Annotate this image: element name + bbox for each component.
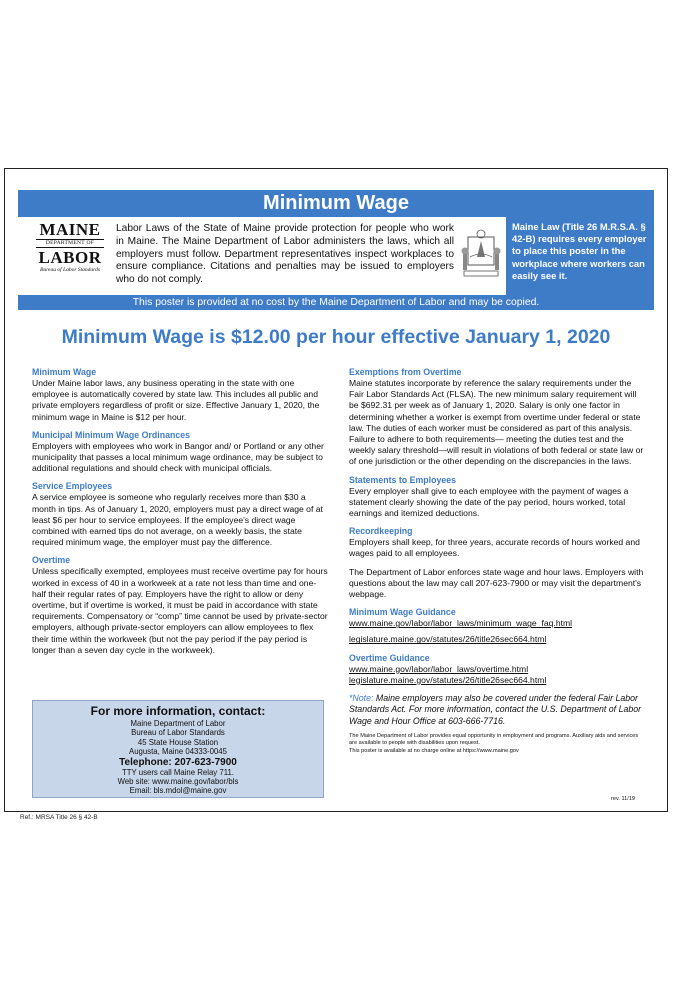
logo-line-2: DEPARTMENT OF	[36, 239, 104, 248]
contact-address-2: Augusta, Maine 04333-0045	[129, 747, 227, 757]
flsa-note	[349, 693, 647, 727]
mw-guidance-link-2[interactable]: legislature.maine.gov/statutes/26/title26sec664.html	[349, 634, 547, 645]
section-title-overtime: Overtime	[32, 555, 71, 566]
section-title-ot-guidance: Overtime Guidance	[349, 652, 430, 663]
note-text: Maine employers may also be covered under the federal Fair Labor Standards Act. For more information, contact the U.S. Department of Labor Wage and Hour Office at 603-666-7716.	[349, 693, 642, 726]
section-title-minimum-wage: Minimum Wage	[32, 367, 97, 377]
section-text-recordkeeping: Employers shall keep, for three years, accurate records of hours worked and wages paid to all employees.	[349, 537, 640, 559]
section-text-overtime: Unless specifically exempted, employees must receive overtime pay for hours worked in excess of 40 in a workweek at a rate not less than time and one-half their regular rates of pay. Employers have the right to allow or deny overtime, but if overtime is worked, it must be paid in accordance with state requirements. Compensatory or “comp” time cannot be used by private-sector employers, although private-sector employers can allow employees to flex their time within the workweek (but not the pay period if the pay period is longer than a seven day cycle in the workweek).	[32, 566, 328, 655]
section-text-municipal: Employers with employees who work in Bangor and/ or Portland or any other municipality that passes a local minimum wage ordinance, may be subject to additional regulations and should check with municipal officials.	[32, 440, 324, 474]
ot-guidance-link-1[interactable]: www.maine.gov/labor/labor_laws/overtime.html	[349, 663, 529, 674]
mw-guidance-links	[349, 618, 647, 645]
section-title-mw-guidance: Minimum Wage Guidance	[349, 607, 456, 618]
section-text-statements: Every employer shall give to each employee with the payment of wages a statement clearly showing the date of the pay period, hours worked, total earnings and itemized deductions.	[349, 485, 629, 519]
intro-text: Labor Laws of the State of Maine provide protection for people who work in Maine. The Maine Department of Labor administers the laws, which all employers must follow. Department representatives inspect workplaces to ensure compliance. Citations and penalties may be issued to employers who do not comply.	[116, 223, 454, 286]
section-text-exemptions: Maine statutes incorporate by reference the salary requirements under the Fair Labor Standards Act (FLSA). The new minimum salary requirement will be $692.31 per week as of January 1, 2020. Salary is only one factor in determining whether a worker is exempt from overtime under federal or state law. The duties of each worker must be considered as part of this analysis. Failure to adhere to both requirements— meeting the duties test and the weekly salary threshold—will result in violations of both federal or state law or of one jurisdiction or the other depending on the discrepancies in the laws.	[349, 378, 644, 467]
contact-bureau: Bureau of Labor Standards	[131, 728, 225, 738]
cost-note-bar: This poster is provided at no cost by the Maine Department of Labor and may be copied.	[18, 295, 654, 310]
section-title-exemptions: Exemptions from Overtime	[349, 367, 462, 377]
reference-label: Ref.: MRSA Title 26 § 42-B	[20, 814, 98, 821]
poster-title: Minimum Wage	[18, 190, 654, 217]
contact-box	[32, 700, 324, 798]
headline: Minimum Wage is $12.00 per hour effective January 1, 2020	[61, 326, 611, 348]
revision-label: rev. 11/19	[611, 796, 636, 802]
equal-opportunity-text: The Maine Department of Labor provides equal opportunity in employment and programs. Auxiliary aids and services are available to people with disabilities upon request.	[349, 732, 639, 747]
right-column	[349, 367, 647, 755]
maine-state-seal-icon	[460, 227, 502, 283]
contact-email: Email: bls.mdol@maine.gov	[129, 786, 227, 796]
header-row	[18, 217, 654, 295]
mw-guidance-link-1[interactable]: www.maine.gov/labor/labor_laws/minimum_wage_faq.html	[349, 618, 573, 629]
section-title-statements: Statements to Employees	[349, 474, 457, 485]
logo-line-4: Bureau of Labor Standards	[40, 267, 100, 273]
contact-title: For more information, contact:	[90, 704, 266, 718]
logo-line-3: LABOR	[38, 248, 102, 267]
contact-org: Maine Department of Labor	[130, 719, 226, 728]
logo-line-1: MAINE	[39, 220, 101, 239]
contact-web: Web site: www.maine.gov/labor/bls	[117, 777, 239, 787]
maine-law-box: Maine Law (Title 26 M.R.S.A. § 42-B) requires every employer to place this poster in the workplace where workers can easily see it.	[506, 217, 654, 295]
maine-dol-logo	[32, 221, 108, 274]
enforcement-text: The Department of Labor enforces state wage and hour laws. Employers with questions about the law may call 207-623-7900 or may visit the department's webpage.	[349, 566, 644, 600]
note-label: *Note:	[349, 693, 374, 704]
contact-phone: Telephone: 207-623-7900	[119, 756, 237, 768]
section-title-municipal: Municipal Minimum Wage Ordinances	[32, 429, 191, 440]
left-column	[32, 367, 330, 663]
ot-guidance-links	[349, 664, 647, 686]
section-title-service-employees: Service Employees	[32, 481, 113, 492]
contact-tty: TTY users call Maine Relay 711.	[122, 767, 234, 777]
section-text-minimum-wage: Under Maine labor laws, any business operating in the state with one employee is automatically covered by state law. This includes all public and private employers regardless of profit or size. Effective January 1, 2020, the minimum wage in Maine is $12 per hour.	[32, 378, 320, 422]
availability-text: This poster is available at no charge online at https://www.maine.gov	[349, 747, 519, 754]
section-text-service-employees: A service employee is someone who regularly receives more than $30 a month in tips. As of January 1, 2020, employers must pay a direct wage of at least $6 per hour to service employees. If the employee's direct wage combined with earned tips do not average, on a weekly basis, the state required minimum wage, the employer must pay the difference.	[32, 492, 323, 548]
section-title-recordkeeping: Recordkeeping	[349, 526, 413, 537]
contact-address-1: 45 State House Station	[137, 737, 219, 747]
ot-guidance-link-2[interactable]: legislature.maine.gov/statutes/26/title26sec664.html	[349, 674, 547, 685]
